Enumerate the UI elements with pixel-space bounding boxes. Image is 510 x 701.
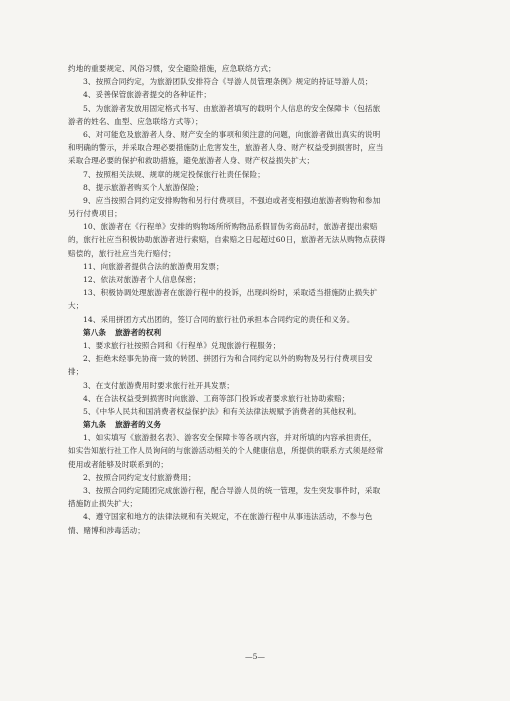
text-line: 的，旅行社应当积极协助旅游者进行索赔，自索赔之日起超过60日，旅游者无法从购物点获得 bbox=[68, 235, 386, 245]
text-line: 1、如实填写《旅游报名表》、游客安全保障卡等各项内容，并对所填的内容承担责任， bbox=[83, 433, 377, 443]
article-title: 旅游者的权利 bbox=[115, 327, 162, 337]
text-line: 12、依法对旅游者个人信息保密； bbox=[83, 275, 201, 284]
text-line: 排； bbox=[68, 367, 84, 377]
text-line: 8、提示旅游者购买个人旅游保险； bbox=[83, 182, 204, 192]
text-line: 4、妥善保管旅游者提交的各种证件； bbox=[83, 90, 212, 100]
text-line: 如实告知旅行社工作人员询问的与旅游活动相关的个人健康信息，所提供的联系方式须是经常 bbox=[68, 446, 384, 456]
text-line: 11、向旅游者提供合法的旅游费用发票； bbox=[83, 261, 224, 271]
text-line: 4、遵守国家和地方的法律法规和有关规定，不在旅游行程中从事违法活动，不参与色 bbox=[83, 512, 373, 522]
article-number: 第八条 bbox=[83, 327, 107, 337]
text-line: 措施防止损失扩大； bbox=[68, 499, 138, 509]
text-line: 13、积极协调处理旅游者在旅游行程中的投诉，出现纠纷时，采取适当措施防止损失扩 bbox=[83, 288, 378, 298]
text-line: 10、旅游者在《行程单》安排的购物场所所购物品系假冒伪劣商品时，旅游者提出索赔 bbox=[83, 222, 378, 232]
text-line: 情、赌博和涉毒活动； bbox=[68, 525, 145, 535]
text-line: 5、为旅游者发放用固定格式书写、由旅游者填写的载明个人信息的安全保障卡（包括旅 bbox=[83, 103, 381, 113]
text-line: 大； bbox=[68, 301, 84, 311]
text-line: 5、《中华人民共和国消费者权益保护法》和有关法律法规赋予消费者的其他权利。 bbox=[83, 406, 362, 416]
article-title: 旅游者的义务 bbox=[115, 420, 162, 430]
text-line: 约地的重要规定、风俗习惯，安全避险措施，应急联络方式； bbox=[68, 64, 276, 73]
text-line: 使用或者能够及时联系到的； bbox=[68, 459, 169, 469]
text-line: 6、对可能危及旅游者人身、财产安全的事项和须注意的问题，向旅游者做出真实的说明 bbox=[83, 129, 381, 139]
text-line: 2、拒绝未经事先协商一致的转团、拼团行为和合同约定以外的购物及另行付费项目安 bbox=[83, 354, 373, 364]
text-line: 和明确的警示，并采取合理必要措施防止危害发生，旅游者人身、财产权益受到损害时，应当 bbox=[68, 143, 384, 153]
text-line: 另行付费项目； bbox=[68, 209, 122, 219]
text-line: 2、按照合同约定支付旅游费用； bbox=[83, 472, 196, 482]
text-line: 9、应当按照合同约定安排购物和另行付费项目，不强迫或者变相强迫旅游者购物和参加 bbox=[83, 195, 381, 205]
page-number: —5— bbox=[244, 652, 266, 661]
text-line: 3、按照合同约定，为旅游团队安排符合《导游人员管理条例》规定的持证导游人员； bbox=[83, 77, 373, 87]
text-line: 赔偿的，旅行社应当先行赔付； bbox=[68, 248, 176, 258]
text-line: 1、要求旅行社按照合同和《行程单》兑现旅游行程服务； bbox=[83, 340, 281, 350]
text-line: 7、按照相关法规、规章的规定投保旅行社责任保险； bbox=[83, 169, 265, 179]
document-body bbox=[68, 62, 442, 537]
article-heading bbox=[68, 418, 442, 431]
text-line: 4、在合法权益受到损害时向旅游、工商等部门投诉或者要求旅行社协助索赔； bbox=[83, 393, 350, 403]
text-line: 3、在支付旅游费用时要求旅行社开具发票； bbox=[83, 380, 235, 390]
text-line: 3、按照合同约定随团完成旅游行程，配合导游人员的统一管理，发生突发事件时，采取 bbox=[83, 486, 381, 495]
article-number: 第九条 bbox=[83, 420, 107, 430]
text-line: 14、采用拼团方式出团的，签订合同的旅行社仍承担本合同约定的责任和义务。 bbox=[83, 314, 355, 324]
article-heading bbox=[68, 326, 442, 339]
text-line: 游者的姓名、血型、应急联络方式等）； bbox=[68, 116, 203, 126]
text-line: 采取合理必要的保护和救助措施，避免旅游者人身、财产权益损失扩大； bbox=[68, 156, 315, 166]
